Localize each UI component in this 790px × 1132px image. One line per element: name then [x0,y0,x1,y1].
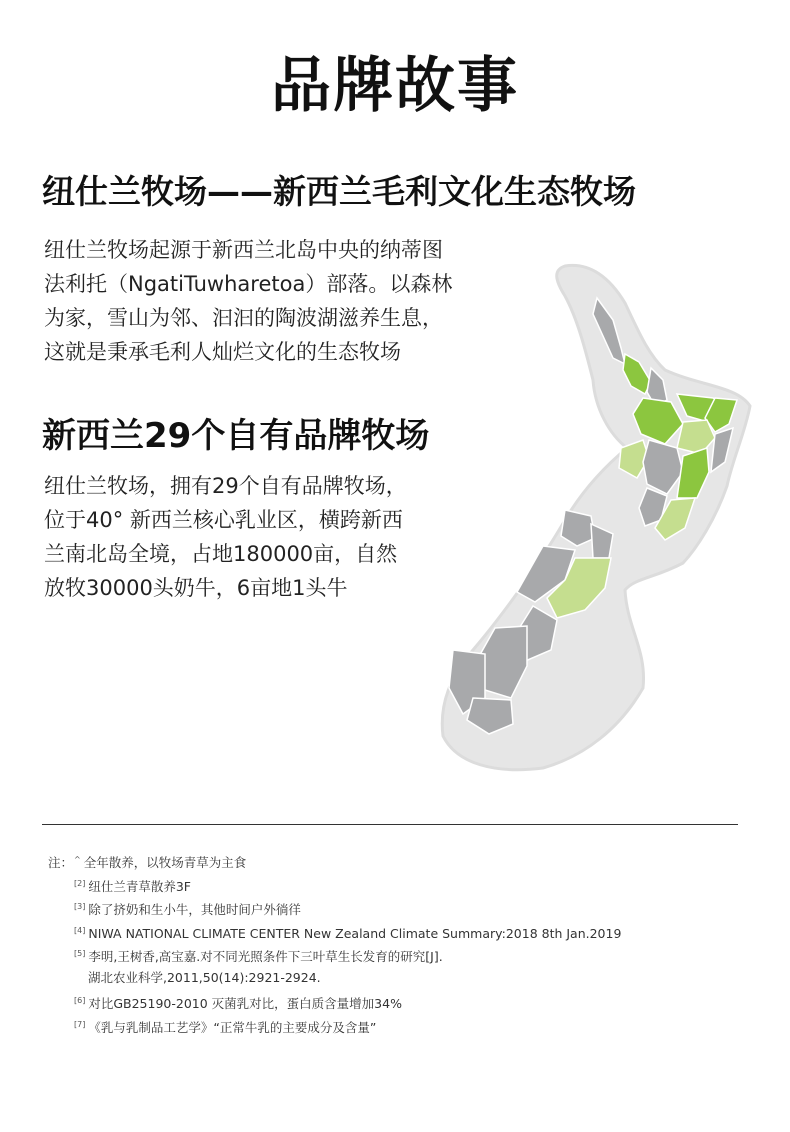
page-title: 品牌故事 [271,51,519,121]
footnote-item [48,989,621,1013]
footnote-text: 全年散养，以牧场青草为主食 [83,855,247,871]
paragraph-line: 为家，雪山为邻、汩汩的陶波湖滋养生息， [44,306,443,330]
paragraph-line: 放牧30000头奶牛，6亩地1头牛 [44,576,348,600]
footnote-text: NIWA NATIONAL CLIMATE CENTER New Zealand Climate Summary:2018 8th Jan.2019 [88,925,622,941]
section-paragraph-eco-farm [44,233,452,369]
footnote-marker: [2] [74,878,86,888]
footnotes [48,848,621,1036]
footnote-text: 纽仕兰青草散养3F [88,878,191,894]
paragraph-line: 法利托（NgatiTuwharetoa）部落。以森林 [44,272,453,296]
footnote-marker: [4] [74,925,86,935]
section-paragraph-29-farms [44,469,407,605]
footnote-text: 李明,王树香,高宝嘉.对不同光照条件下三叶草生长发育的研究[J]. [88,949,443,965]
paragraph-line: 纽仕兰牧场起源于新西兰北岛中央的纳蒂图 [44,238,443,262]
footnote-text: 《乳与乳制品工艺学》“正常牛乳的主要成分及含量” [88,1019,377,1035]
footnote-text: 对比GB25190-2010 灭菌乳对比，蛋白质含量增加34% [88,996,402,1012]
section-heading-eco-farm: 纽仕兰牧场——新西兰毛利文化生态牧场 [42,172,636,211]
footnote-prefix: 注： [48,855,74,871]
footnote-item [48,919,621,943]
footnote-marker: [5] [74,949,86,958]
footnote-item [48,942,621,966]
notes-divider [42,824,738,825]
footnote-marker: [7] [74,1019,86,1029]
footnote-continuation: 湖北农业科学,2011,50(14):2921-2924. [88,969,321,985]
new-zealand-map [415,258,785,778]
section-heading-29-farms: 新西兰29个自有品牌牧场 [42,416,430,456]
paragraph-line: 兰南北岛全境，占地180000亩，自然 [44,542,398,566]
footnote-item [48,1013,621,1037]
footnote-text: 除了挤奶和生小牛，其他时间户外徜徉 [88,902,301,918]
paragraph-line: 这就是秉承毛利人灿烂文化的生态牧场 [44,340,401,364]
footnote-item [48,848,621,872]
map-halo [442,265,750,769]
paragraph-line: 位于40° 新西兰核心乳业区，横跨新西 [44,508,403,532]
footnote-marker: ^ [74,855,81,864]
footnote-item [48,895,621,919]
footnote-marker: [6] [74,996,86,1005]
footnote-item [48,872,621,896]
paragraph-line: 纽仕兰牧场，拥有29个自有品牌牧场， [44,474,407,498]
footnote-marker: [3] [74,902,86,911]
